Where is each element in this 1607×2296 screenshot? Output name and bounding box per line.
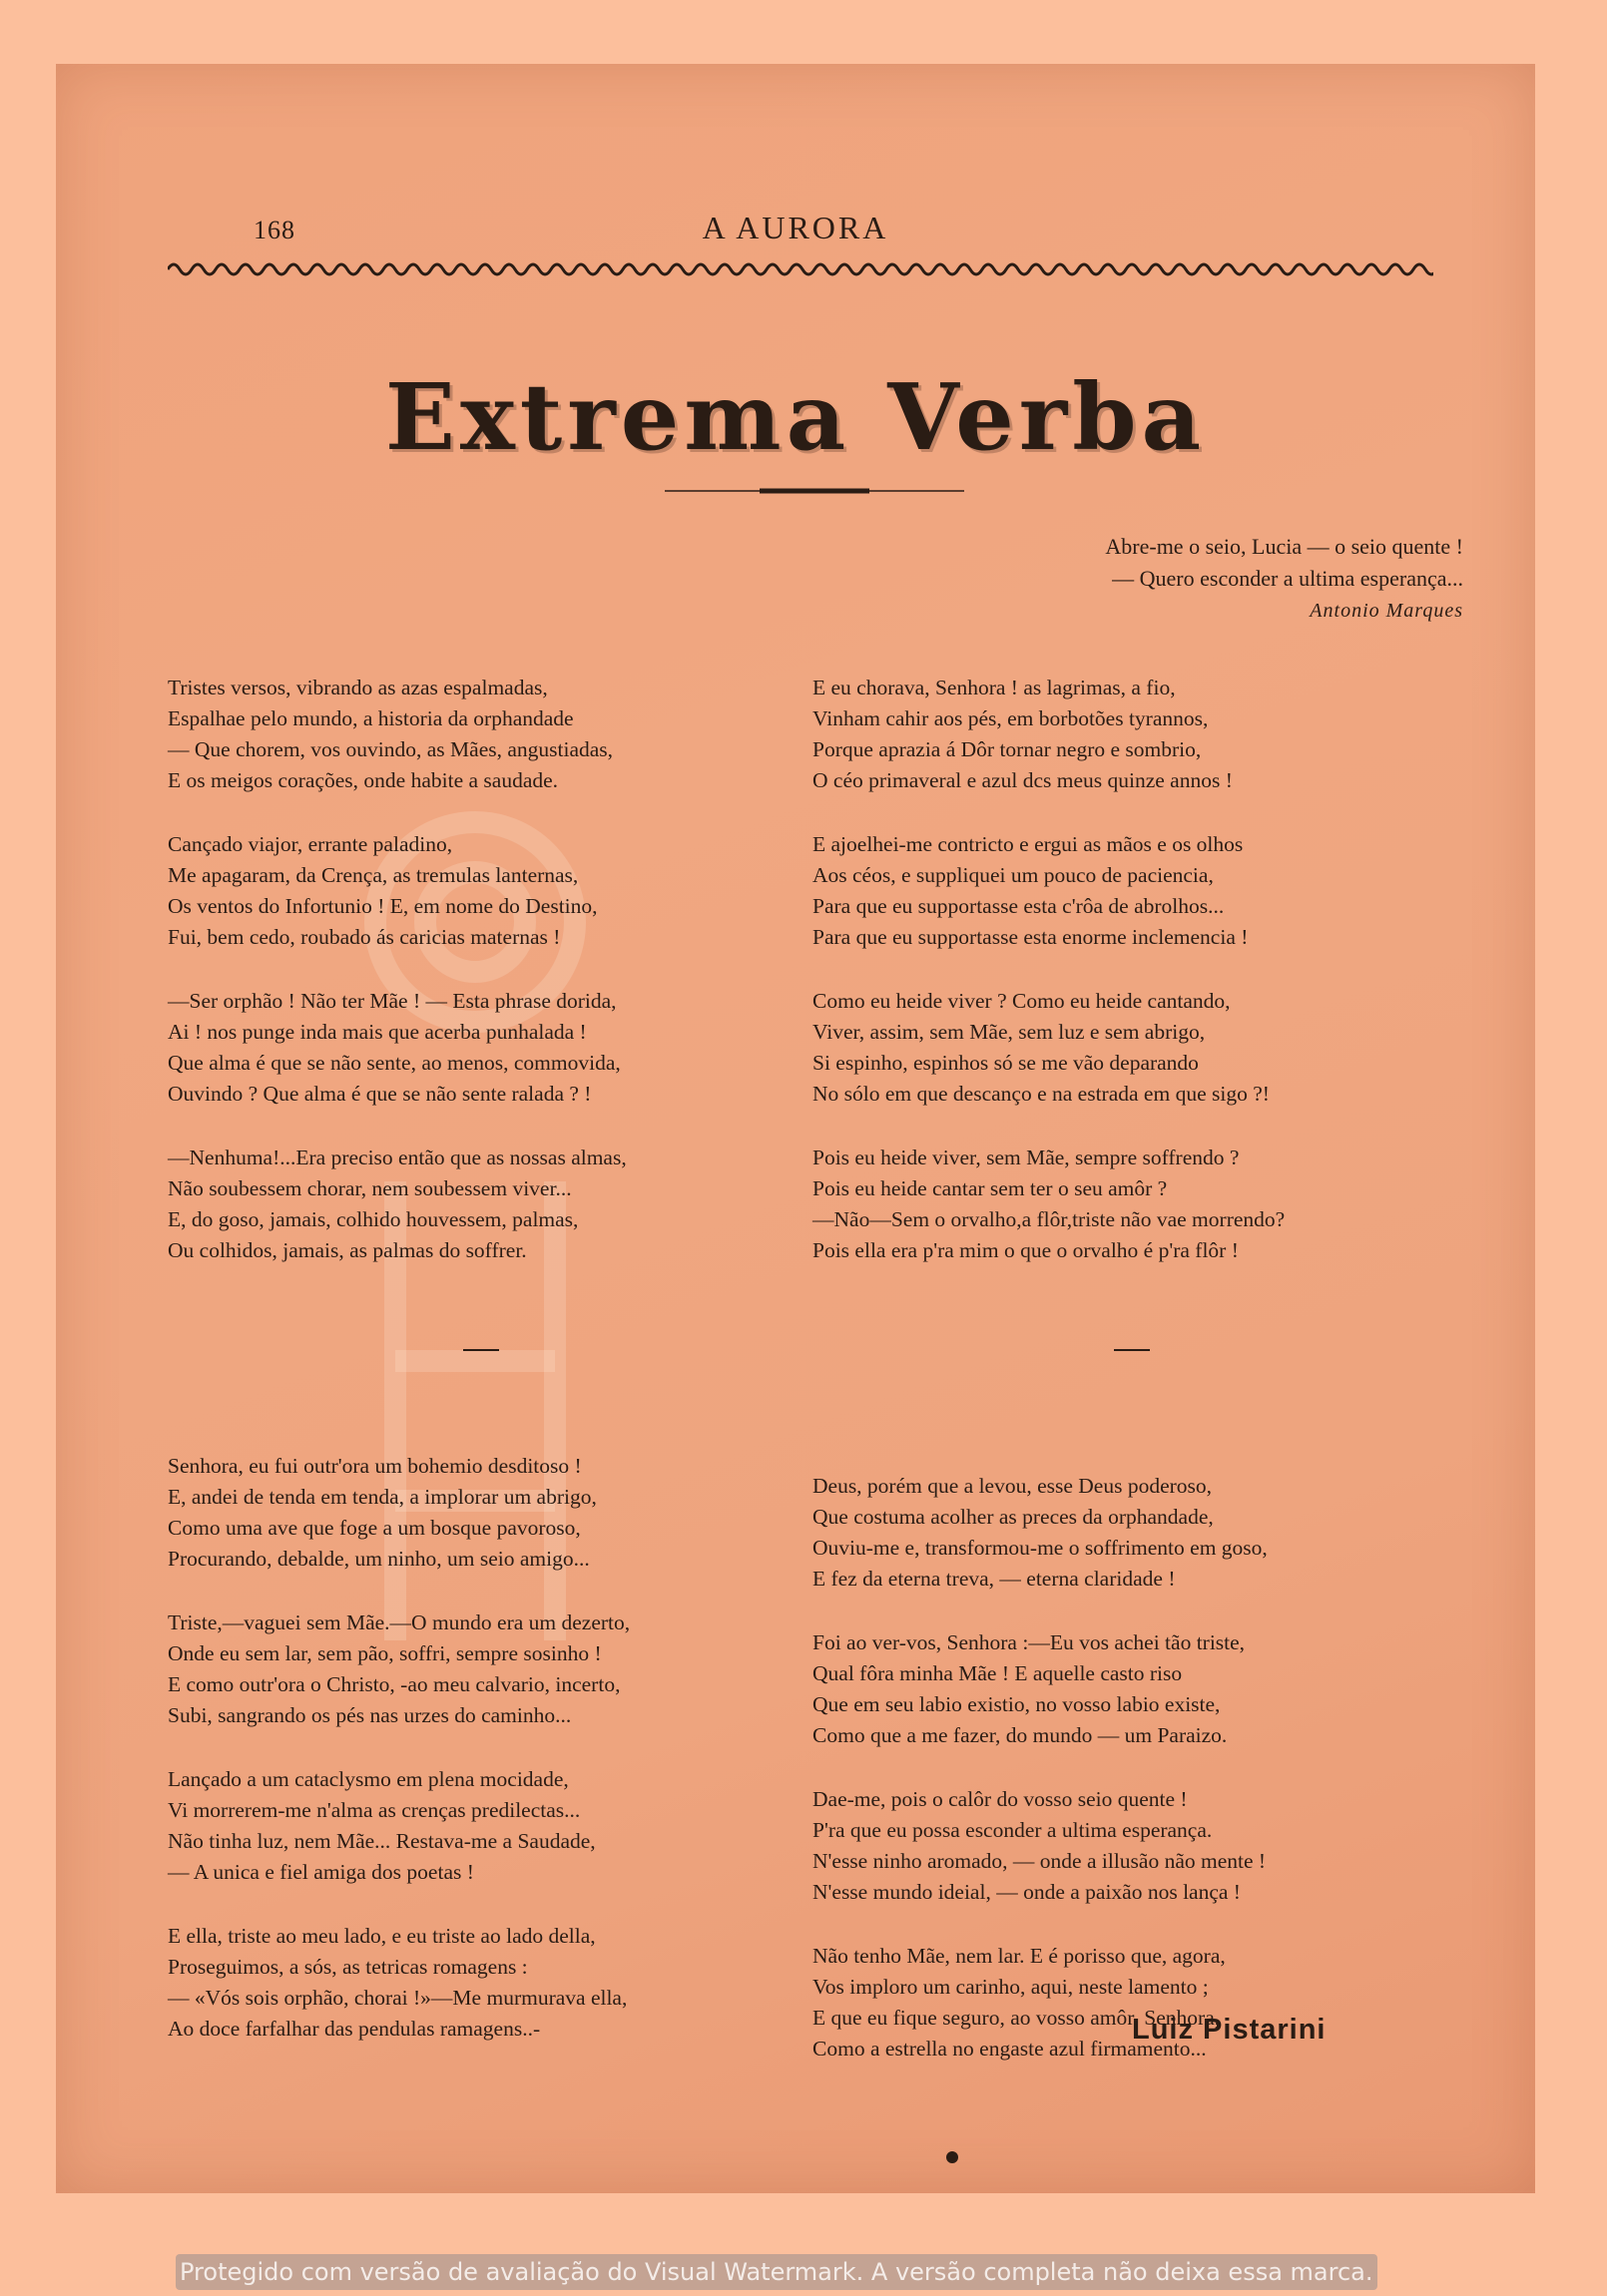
- stanza: [812, 1784, 1451, 1908]
- stanza: [168, 1451, 806, 1575]
- verse-line: E como outr'ora o Christo, -ao meu calvario, incerto,: [168, 1672, 621, 1696]
- epigraph: [934, 531, 1463, 627]
- verse-line: Para que eu supportasse esta c'rôa de abrolhos...: [812, 894, 1225, 918]
- verse-line: Que alma é que se não sente, ao menos, commovida,: [168, 1051, 621, 1075]
- verse-line: —Nenhuma!...Era preciso então que as nossas almas,: [168, 1146, 627, 1169]
- verse-line: E os meigos corações, onde habite a saudade.: [168, 768, 559, 792]
- verse-line: Subi, sangrando os pés nas urzes do caminho...: [168, 1703, 572, 1727]
- verse-line: E, do goso, jamais, colhido houvessem, palmas,: [168, 1207, 579, 1231]
- stanza: [812, 986, 1451, 1110]
- verse-line: — Que chorem, vos ouvindo, as Mães, angustiadas,: [168, 737, 614, 761]
- poem-title: Extrema Verba: [384, 363, 1207, 471]
- right-column-bottom: [812, 1471, 1451, 2097]
- verse-line: Como uma ave que foge a um bosque pavoroso,: [168, 1516, 581, 1540]
- verse-line: P'ra que eu possa esconder a ultima esperança.: [812, 1818, 1213, 1842]
- verse-line: Triste,—vaguei sem Mãe.—O mundo era um dezerto,: [168, 1610, 631, 1634]
- verse-line: Como que a me fazer, do mundo — um Paraizo.: [812, 1723, 1228, 1747]
- epigraph-line: — Quero esconder a ultima esperança...: [1112, 566, 1463, 591]
- verse-line: —Não—Sem o orvalho,a flôr,triste não vae morrendo?: [812, 1207, 1286, 1231]
- verse-line: Os ventos do Infortunio ! E, em nome do Destino,: [168, 894, 598, 918]
- verse-line: E ajoelhei-me contricto e ergui as mãos e os olhos: [812, 832, 1244, 856]
- verse-line: Ai ! nos punge inda mais que acerba punhalada !: [168, 1020, 587, 1044]
- verse-line: — «Vós sois orphão, chorai !»—Me murmurava ella,: [168, 1986, 628, 2010]
- verse-line: Como a estrella no engaste azul firmamento...: [812, 2037, 1207, 2061]
- verse-line: Cançado viajor, errante paladino,: [168, 832, 453, 856]
- verse-line: N'esse mundo ideial, — onde a paixão nos lança !: [812, 1880, 1241, 1904]
- verse-line: Si espinho, espinhos só se me vão deparando: [812, 1051, 1199, 1075]
- verse-line: Não soubessem chorar, nem soubessem viver...: [168, 1176, 572, 1200]
- stanza: [812, 1471, 1451, 1595]
- verse-line: Qual fôra minha Mãe ! E aquelle casto riso: [812, 1661, 1183, 1685]
- verse-line: Proseguimos, a sós, as tetricas romagens :: [168, 1955, 528, 1979]
- watermark-notice: Protegido com versão de avaliação do Visual Watermark. A versão completa não deixa essa marca.: [176, 2254, 1377, 2290]
- verse-line: Aos céos, e suppliquei um pouco de paciencia,: [812, 863, 1214, 887]
- verse-line: Espalhae pelo mundo, a historia da orphandade: [168, 706, 574, 730]
- stanza: [168, 673, 806, 796]
- left-column-top: [168, 673, 806, 1299]
- left-column-bottom: [168, 1451, 806, 2077]
- verse-line: Onde eu sem lar, sem pão, soffri, sempre sosinho !: [168, 1641, 602, 1665]
- verse-line: Procurando, debalde, um ninho, um seio amigo...: [168, 1547, 590, 1571]
- verse-line: Ouvindo ? Que alma é que se não sente ralada ? !: [168, 1082, 592, 1106]
- verse-line: — A unica e fiel amiga dos poetas !: [168, 1860, 474, 1884]
- verse-line: Ou colhidos, jamais, as palmas do soffrer.: [168, 1238, 527, 1262]
- verse-line: E que eu fique seguro, ao vosso amôr, Senhora,: [812, 2006, 1221, 2030]
- verse-line: Que costuma acolher as preces da orphandade,: [812, 1505, 1214, 1529]
- epigraph-author: Antonio Marques: [1310, 600, 1463, 622]
- verse-line: Viver, assim, sem Mãe, sem luz e sem abrigo,: [812, 1020, 1206, 1044]
- verse-line: Vi morrerem-me n'alma as crenças predilectas...: [168, 1798, 581, 1822]
- author-signature: Luiz Pistarini: [1132, 2014, 1327, 2046]
- page-number: 168: [254, 216, 295, 244]
- verse-line: Fui, bem cedo, roubado ás caricias maternas !: [168, 925, 561, 949]
- stanza: [168, 1143, 806, 1266]
- verse-line: Pois ella era p'ra mim o que o orvalho é p'ra flôr !: [812, 1238, 1239, 1262]
- verse-line: Tristes versos, vibrando as azas espalmadas,: [168, 676, 548, 699]
- stanza: [168, 986, 806, 1110]
- verse-line: Senhora, eu fui outr'ora um bohemio desditoso !: [168, 1454, 582, 1478]
- verse-line: Lançado a um cataclysmo em plena mocidade,: [168, 1767, 569, 1791]
- stanza: [168, 1921, 806, 2045]
- verse-line: —Ser orphão ! Não ter Mãe ! — Esta phrase dorida,: [168, 989, 617, 1013]
- verse-line: N'esse ninho aromado, — onde a illusão não mente !: [812, 1849, 1267, 1873]
- stanza: [812, 1143, 1451, 1266]
- verse-line: Não tinha luz, nem Mãe... Restava-me a Saudade,: [168, 1829, 596, 1853]
- verse-line: Pois eu heide viver, sem Mãe, sempre soffrendo ?: [812, 1146, 1240, 1169]
- verse-line: Ouviu-me e, transformou-me o soffrimento em goso,: [812, 1536, 1268, 1560]
- section-divider: [1114, 1349, 1150, 1351]
- stanza: [812, 829, 1451, 953]
- right-column-top: [812, 673, 1451, 1299]
- verse-line: E eu chorava, Senhora ! as lagrimas, a fio,: [812, 676, 1176, 699]
- verse-line: Porque aprazia á Dôr tornar negro e sombrio,: [812, 737, 1202, 761]
- verse-line: Pois eu heide cantar sem ter o seu amôr ?: [812, 1176, 1168, 1200]
- verse-line: Vos imploro um carinho, aqui, neste lamento ;: [812, 1975, 1209, 1999]
- verse-line: E ella, triste ao meu lado, e eu triste ao lado della,: [168, 1924, 596, 1948]
- page-header: [56, 210, 1535, 259]
- verse-line: E fez da eterna treva, — eterna claridade !: [812, 1567, 1176, 1591]
- stanza: [168, 829, 806, 953]
- verse-line: Para que eu supportasse esta enorme inclemencia !: [812, 925, 1249, 949]
- wavy-ornament-icon: [168, 255, 1433, 283]
- verse-line: O céo primaveral e azul dcs meus quinze annos !: [812, 768, 1233, 792]
- verse-line: Ao doce farfalhar das pendulas ramagens..-: [168, 2017, 541, 2041]
- verse-line: Não tenho Mãe, nem lar. E é porisso que, agora,: [812, 1944, 1226, 1968]
- epigraph-line: Abre-me o seio, Lucia — o seio quente !: [1105, 534, 1463, 559]
- journal-name: A AURORA: [702, 210, 889, 245]
- verse-line: Que em seu labio existio, no vosso labio existe,: [812, 1692, 1221, 1716]
- title-rule: [665, 485, 964, 497]
- verse-line: Dae-me, pois o calôr do vosso seio quente !: [812, 1787, 1188, 1811]
- magazine-page: [56, 64, 1535, 2193]
- verse-line: Deus, porém que a levou, esse Deus poderoso,: [812, 1474, 1213, 1498]
- stanza: [168, 1764, 806, 1888]
- section-divider: [463, 1349, 499, 1351]
- verse-line: No sólo em que descanço e na estrada em que sigo ?!: [812, 1082, 1270, 1106]
- page-mark: [946, 2151, 958, 2163]
- stanza: [812, 673, 1451, 796]
- verse-line: Como eu heide viver ? Como eu heide cantando,: [812, 989, 1231, 1013]
- stanza: [812, 1627, 1451, 1751]
- verse-line: Foi ao ver-vos, Senhora :—Eu vos achei tão triste,: [812, 1630, 1246, 1654]
- verse-line: Me apagaram, da Crença, as tremulas lanternas,: [168, 863, 579, 887]
- verse-line: Vinham cahir aos pés, em borbotões tyrannos,: [812, 706, 1209, 730]
- stanza: [168, 1607, 806, 1731]
- verse-line: E, andei de tenda em tenda, a implorar um abrigo,: [168, 1485, 597, 1509]
